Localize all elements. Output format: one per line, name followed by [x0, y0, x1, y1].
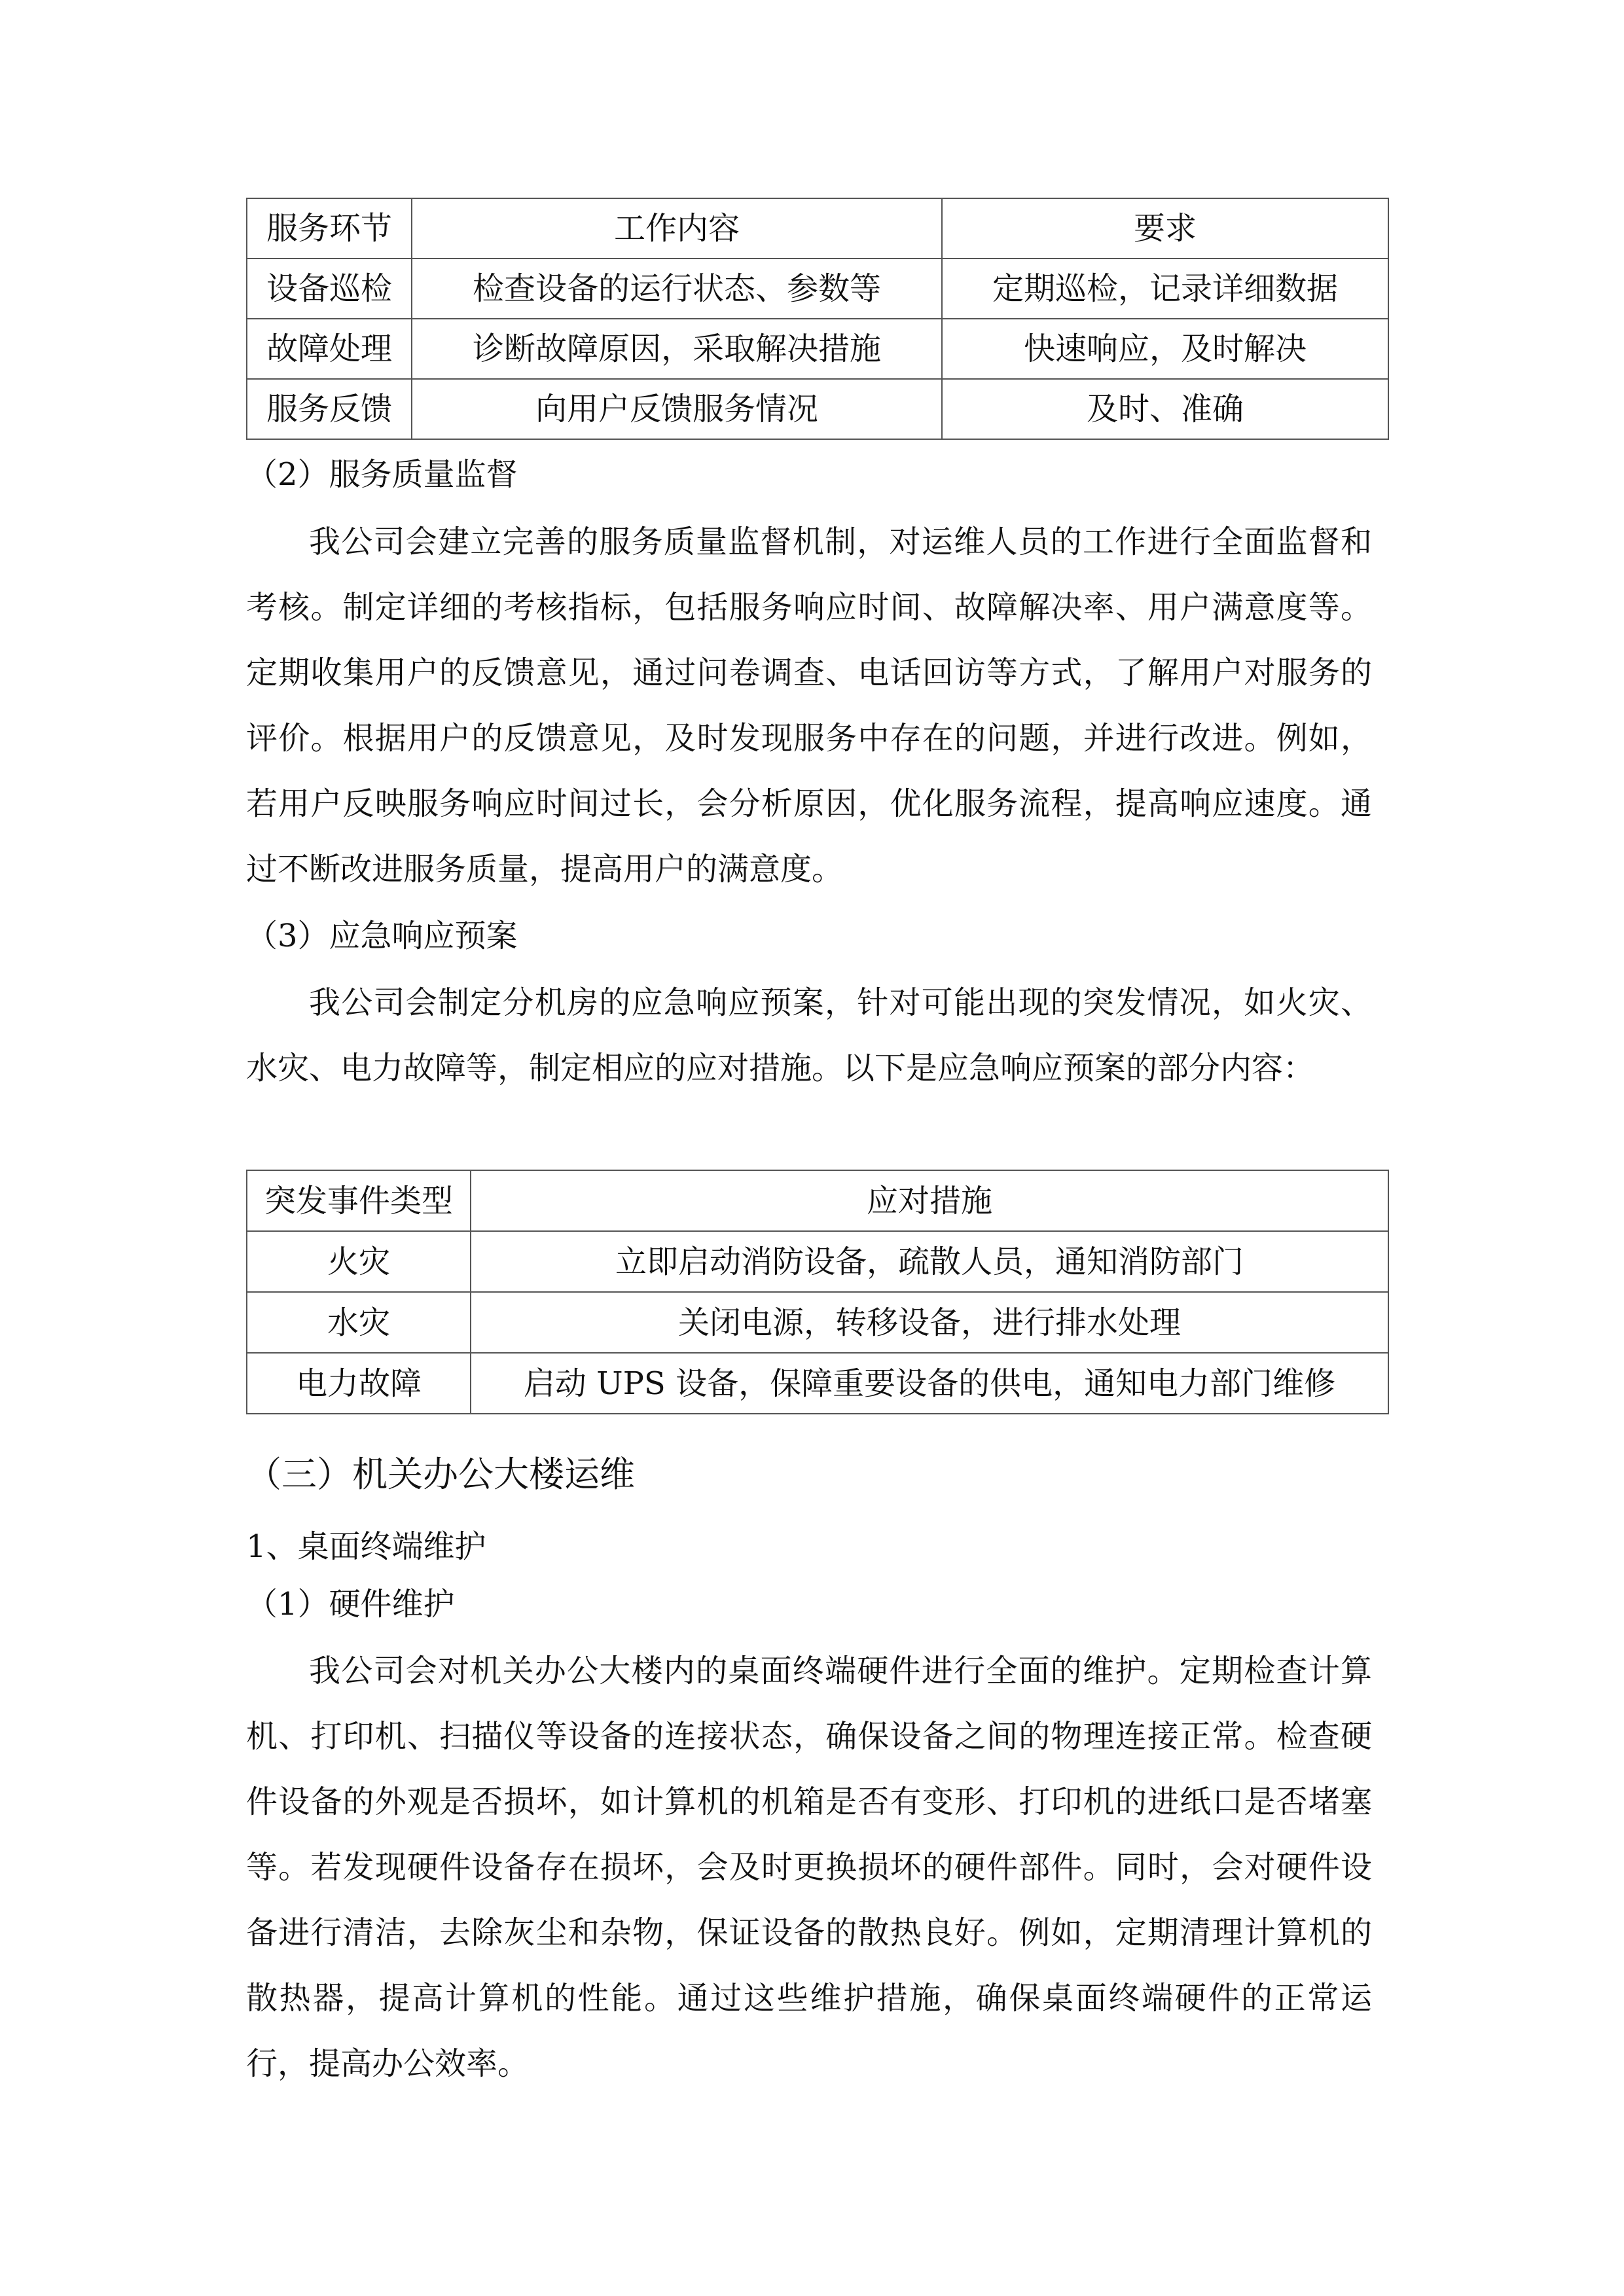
table-header-row [247, 1170, 1388, 1231]
table-header-row [247, 198, 1388, 259]
table-row [247, 319, 1388, 379]
table-row [247, 1353, 1388, 1414]
section-heading-emergency: （3）应急响应预案 [246, 918, 518, 954]
table-cell: 水灾 [247, 1292, 471, 1353]
table-cell: 服务反馈 [247, 379, 412, 439]
table-cell: 检查设备的运行状态、参数等 [412, 259, 942, 319]
table-row [247, 1292, 1388, 1353]
table-cell: 及时、准确 [942, 379, 1388, 439]
paragraph-hardware: 我公司会对机关办公大楼内的桌面终端硬件进行全面的维护。定期检查计算机、打印机、扫描仪等设备的连接状态，确保设备之间的物理连接正常。检查硬件设备的外观是否损坏，如计算机的机箱是否有变形、打印机的进纸口是否堵塞等。若发现硬件设备存在损坏，会及时更换损坏的硬件部件。同时，会对硬件设备进行清洁，去除灰尘和杂物，保证设备的散热良好。例如，定期清理计算机的散热器，提高计算机的性能。通过这些维护措施，确保桌面终端硬件的正常运行，提高办公效率。 [246, 1653, 1372, 2082]
table-cell: 快速响应，及时解决 [942, 319, 1388, 379]
table-cell: 诊断故障原因，采取解决措施 [412, 319, 942, 379]
table-header-cell: 工作内容 [412, 198, 942, 259]
table-row [247, 1231, 1388, 1292]
table-header-cell: 要求 [942, 198, 1388, 259]
table-cell: 火灾 [247, 1231, 471, 1292]
table-cell: 向用户反馈服务情况 [412, 379, 942, 439]
table-cell: 启动 UPS 设备，保障重要设备的供电，通知电力部门维修 [471, 1353, 1388, 1414]
sub-heading-desktop: 1、桌面终端维护 [246, 1528, 486, 1565]
table-row [247, 379, 1388, 439]
table-cell: 定期巡检，记录详细数据 [942, 259, 1388, 319]
table-cell: 立即启动消防设备，疏散人员，通知消防部门 [471, 1231, 1388, 1292]
table-cell: 故障处理 [247, 319, 412, 379]
table-header-cell: 突发事件类型 [247, 1170, 471, 1231]
table-header-cell: 服务环节 [247, 198, 412, 259]
table-cell: 设备巡检 [247, 259, 412, 319]
paragraph-emergency: 我公司会制定分机房的应急响应预案，针对可能出现的突发情况，如火灾、水灾、电力故障等，制定相应的应对措施。以下是应急响应预案的部分内容： [246, 984, 1372, 1086]
service-table [246, 198, 1389, 440]
item-heading-hardware: （1）硬件维护 [246, 1586, 455, 1623]
section-heading-quality: （2）服务质量监督 [246, 456, 518, 493]
table-cell: 关闭电源，转移设备，进行排水处理 [471, 1292, 1388, 1353]
table-row [247, 259, 1388, 319]
table-cell: 电力故障 [247, 1353, 471, 1414]
table-header-cell: 应对措施 [471, 1170, 1388, 1231]
emergency-table [246, 1170, 1389, 1414]
chapter-heading: （三）机关办公大楼运维 [246, 1454, 635, 1495]
paragraph-quality: 我公司会建立完善的服务质量监督机制，对运维人员的工作进行全面监督和考核。制定详细的考核指标，包括服务响应时间、故障解决率、用户满意度等。定期收集用户的反馈意见，通过问卷调查、电话回访等方式，了解用户对服务的评价。根据用户的反馈意见，及时发现服务中存在的问题，并进行改进。例如，若用户反映服务响应时间过长，会分析原因，优化服务流程，提高响应速度。通过不断改进服务质量，提高用户的满意度。 [246, 524, 1372, 888]
